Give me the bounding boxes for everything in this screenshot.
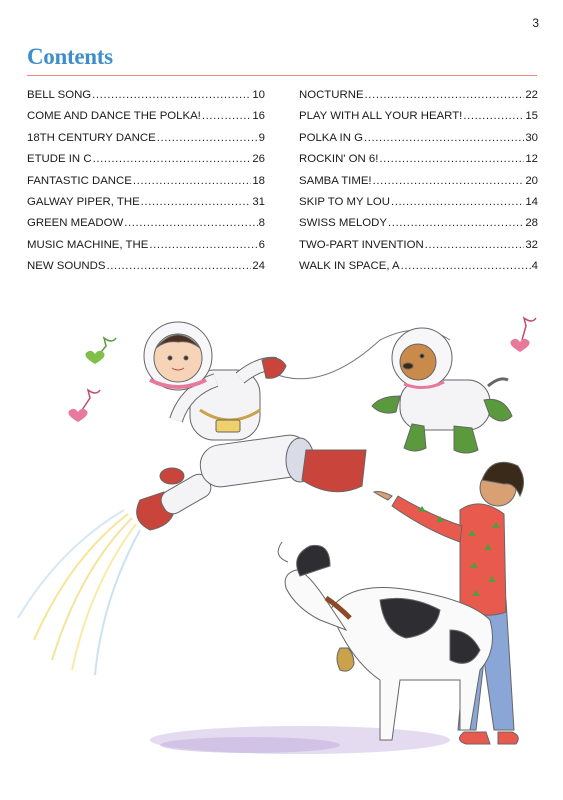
dot-leader — [149, 239, 257, 251]
dot-leader — [106, 260, 251, 272]
toc-entry-title: GREEN MEADOW — [27, 217, 124, 230]
page-title: Contents — [27, 44, 113, 69]
dot-leader — [373, 175, 525, 187]
toc-entry[interactable] — [27, 89, 265, 110]
toc-entry-page: 31 — [252, 195, 265, 208]
dot-leader — [364, 132, 524, 144]
toc-entry[interactable] — [27, 153, 265, 174]
toc-entry-title: TWO-PART INVENTION — [299, 238, 424, 251]
toc-entry[interactable] — [299, 175, 538, 196]
toc-entry-title: SWISS MELODY — [299, 217, 387, 230]
toc-entry[interactable] — [27, 175, 265, 196]
toc-entry-title: WALK IN SPACE, A — [299, 260, 400, 273]
toc-entry[interactable] — [299, 89, 538, 110]
toc-entry[interactable] — [299, 217, 538, 238]
dot-leader — [93, 153, 252, 165]
toc-entry-page: 20 — [525, 174, 538, 187]
toc-entry[interactable] — [27, 239, 265, 260]
title-rule — [27, 75, 537, 76]
dot-leader — [92, 89, 251, 101]
toc-entry-page: 15 — [525, 110, 538, 123]
toc-entry-page: 12 — [525, 153, 538, 166]
launch-streaks — [18, 510, 140, 675]
music-note-heart-icon — [85, 338, 116, 364]
toc-entry-page: 6 — [258, 238, 265, 251]
toc-entry-title: ROCKIN' ON 6! — [299, 153, 379, 166]
toc-entry[interactable] — [27, 260, 265, 281]
dot-leader — [379, 153, 524, 165]
toc-entry-title: MUSIC MACHINE, THE — [27, 238, 149, 251]
toc-entry[interactable] — [299, 153, 538, 174]
toc-entry-title: GALWAY PIPER, THE — [27, 195, 140, 208]
toc-entry-title: BELL SONG — [27, 89, 92, 101]
page-number: 3 — [532, 16, 539, 30]
toc-entry-title: SAMBA TIME! — [299, 174, 372, 187]
music-note-heart-icon — [68, 390, 100, 422]
toc-entry-title: ETUDE IN C — [27, 153, 92, 166]
music-note-heart-icon — [510, 318, 536, 352]
toc-entry[interactable] — [27, 217, 265, 238]
toc-entry[interactable] — [299, 110, 538, 131]
dot-leader — [463, 110, 524, 122]
toc-entry[interactable] — [299, 260, 538, 281]
toc-entry-page: 24 — [252, 260, 265, 273]
toc-entry-title: 18TH CENTURY DANCE — [27, 131, 156, 144]
toc-entry-page: 22 — [525, 89, 538, 101]
dot-leader — [141, 196, 252, 208]
toc-entry-page: 10 — [252, 89, 265, 101]
ground-shadow — [150, 726, 450, 754]
toc-entry-title: NOCTURNE — [299, 89, 364, 101]
toc-entry-page: 18 — [252, 174, 265, 187]
toc-entry-page: 32 — [525, 238, 538, 251]
toc-entry[interactable] — [299, 239, 538, 260]
toc-entry-page: 16 — [252, 110, 265, 123]
dog-astronaut — [372, 328, 512, 453]
toc-entry-page: 28 — [525, 217, 538, 230]
toc-entry-page: 8 — [258, 217, 265, 230]
dot-leader — [401, 260, 531, 272]
dot-leader — [157, 132, 258, 144]
toc-entry[interactable] — [299, 196, 538, 217]
toc-entry-title: NEW SOUNDS — [27, 260, 106, 273]
toc-entry-title: POLKA IN G — [299, 131, 363, 144]
toc-entry[interactable] — [27, 110, 265, 131]
toc-entry-page: 4 — [531, 260, 538, 273]
illustration — [0, 300, 563, 780]
dot-leader — [388, 217, 524, 229]
toc-entry-title: PLAY WITH ALL YOUR HEART! — [299, 110, 463, 123]
toc-left-column — [27, 89, 265, 282]
dot-leader — [124, 217, 257, 229]
child-astronaut — [137, 322, 366, 530]
dot-leader — [391, 196, 524, 208]
toc-entry-page: 9 — [258, 131, 265, 144]
toc-entry-title: FANTASTIC DANCE — [27, 174, 132, 187]
dot-leader — [365, 89, 525, 101]
dot-leader — [202, 110, 251, 122]
toc-entry-page: 26 — [252, 153, 265, 166]
toc-entry-title: COME AND DANCE THE POLKA! — [27, 110, 201, 123]
toc-entry[interactable] — [27, 132, 265, 153]
toc-entry-title: SKIP TO MY LOU — [299, 195, 390, 208]
toc-entry-page: 30 — [525, 131, 538, 144]
toc-entry[interactable] — [27, 196, 265, 217]
toc-right-column — [299, 89, 538, 282]
toc-entry-page: 14 — [525, 195, 538, 208]
dot-leader — [425, 239, 525, 251]
toc-entry[interactable] — [299, 132, 538, 153]
dot-leader — [133, 175, 251, 187]
